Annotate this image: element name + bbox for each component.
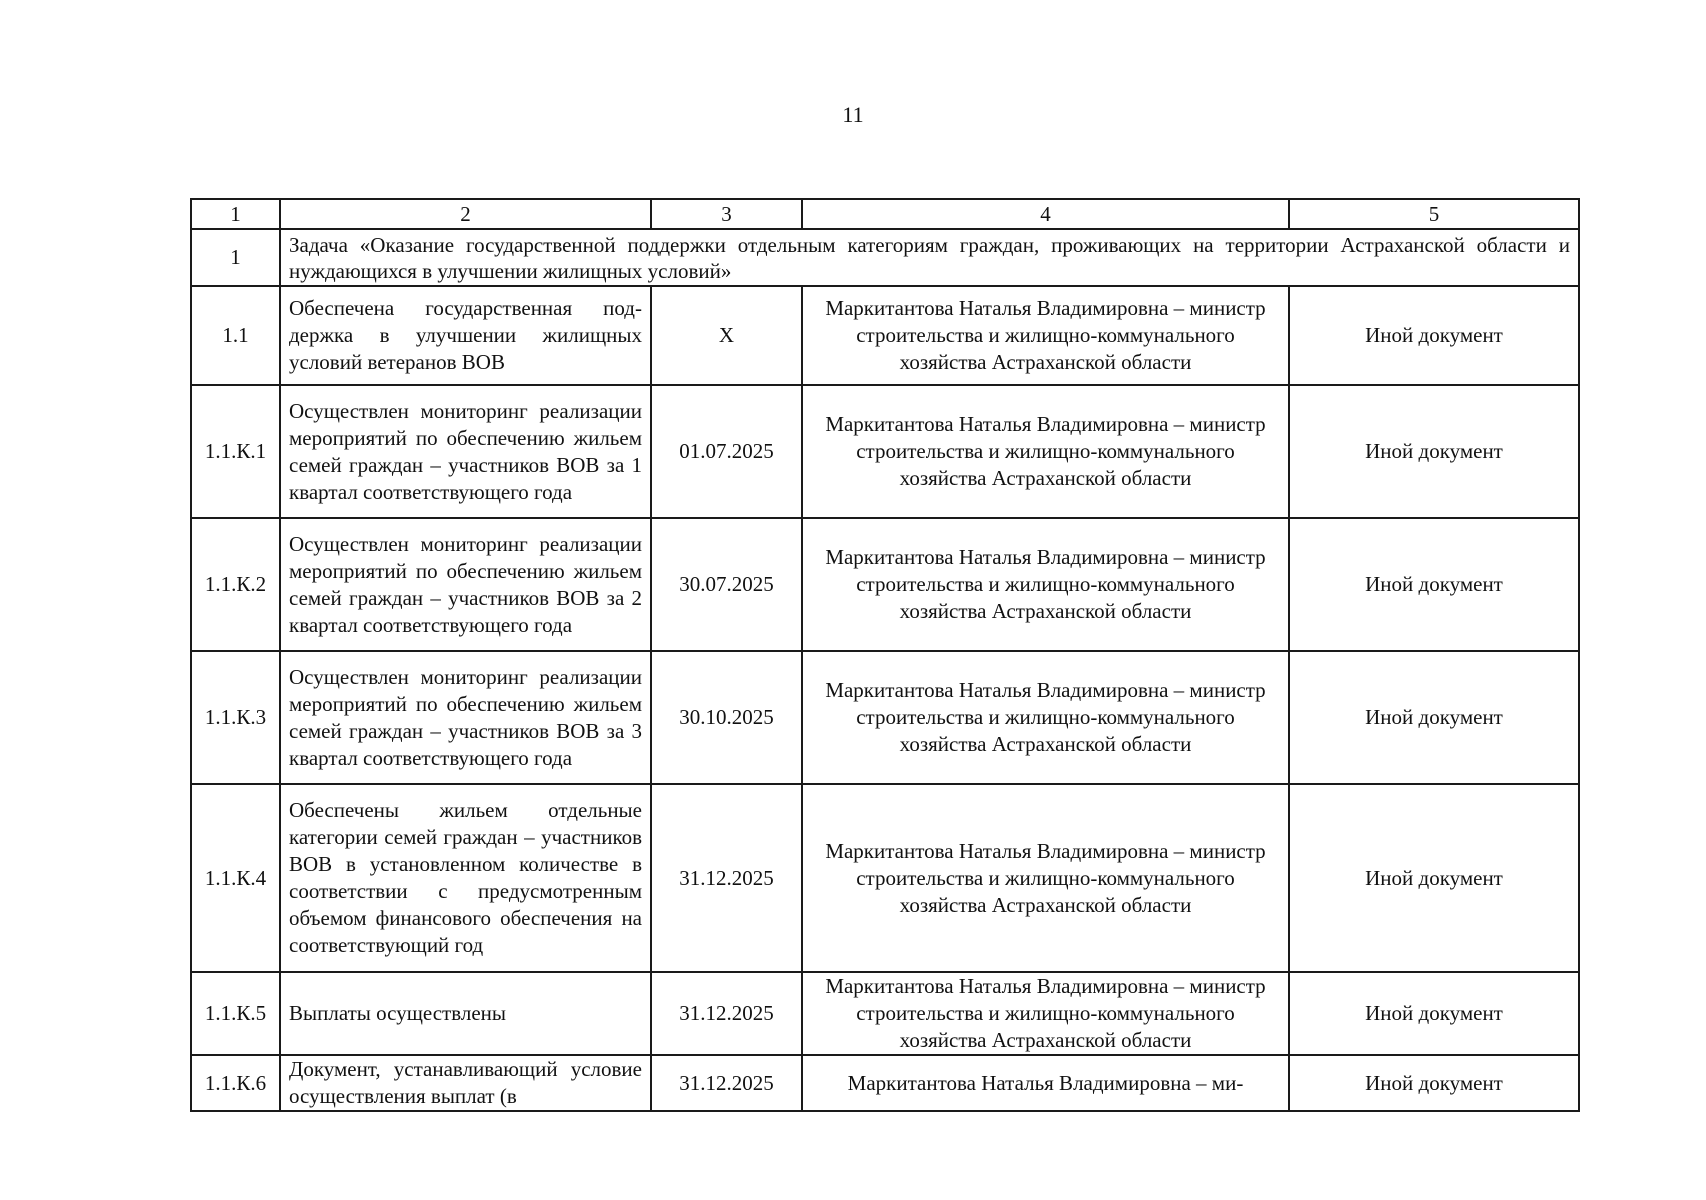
row-responsible: Маркитантова Наталья Владимировна – министр строительства и жилищно-коммунального хозяйства Астраханской области — [802, 385, 1289, 518]
row-document: Иной документ — [1289, 385, 1579, 518]
column-header: 5 — [1289, 199, 1579, 229]
row-document: Иной документ — [1289, 784, 1579, 972]
column-header: 4 — [802, 199, 1289, 229]
page-number: 11 — [842, 102, 864, 127]
row-number: 1.1 — [191, 286, 280, 385]
row-responsible: Маркитантова Наталья Владимировна – министр строительства и жилищно-коммунального хозяйства Астраханской области — [802, 518, 1289, 651]
row-number: 1.1.К.4 — [191, 784, 280, 972]
table-row — [191, 784, 1579, 972]
row-document: Иной документ — [1289, 651, 1579, 784]
row-document: Иной документ — [1289, 1055, 1579, 1111]
row-responsible: Маркитантова Наталья Владимировна – министр строительства и жилищно-коммунального хозяйства Астраханской области — [802, 651, 1289, 784]
row-number: 1.1.К.5 — [191, 972, 280, 1055]
row-document: Иной документ — [1289, 518, 1579, 651]
row-document: Иной документ — [1289, 972, 1579, 1055]
task-title: Задача «Оказание государственной поддержки отдельным категориям граждан, проживающих на территории Астраханской области и нуждающихся в улучшении жилищных условий» — [280, 229, 1579, 286]
row-date: 31.12.2025 — [651, 784, 802, 972]
row-date: 31.12.2025 — [651, 972, 802, 1055]
row-description: Документ, устанавливающий условие осуществления выплат (в — [280, 1055, 651, 1111]
plan-table — [190, 198, 1580, 1112]
table-row — [191, 286, 1579, 385]
row-number: 1.1.К.1 — [191, 385, 280, 518]
table-row — [191, 651, 1579, 784]
table-row — [191, 385, 1579, 518]
table-row — [191, 972, 1579, 1055]
column-header: 3 — [651, 199, 802, 229]
row-description: Осуществлен мониторинг реализации мероприятий по обеспечению жильем семей граждан – участников ВОВ за 2 квартал соответствующего года — [280, 518, 651, 651]
row-date: Х — [651, 286, 802, 385]
row-number: 1.1.К.3 — [191, 651, 280, 784]
row-responsible: Маркитантова Наталья Владимировна – ми- — [802, 1055, 1289, 1111]
row-description: Обеспечена государственная поддержка в улучшении жилищных условий ветеранов ВОВ — [280, 286, 651, 385]
row-date: 01.07.2025 — [651, 385, 802, 518]
row-description: Выплаты осуществлены — [280, 972, 651, 1055]
row-date: 30.10.2025 — [651, 651, 802, 784]
row-responsible: Маркитантова Наталья Владимировна – министр строительства и жилищно-коммунального хозяйства Астраханской области — [802, 784, 1289, 972]
row-date: 30.07.2025 — [651, 518, 802, 651]
row-responsible: Маркитантова Наталья Владимировна – министр строительства и жилищно-коммунального хозяйства Астраханской области — [802, 972, 1289, 1055]
table-row — [191, 1055, 1579, 1111]
row-description: Обеспечены жильем отдельные категории семей граждан – участников ВОВ в установленном количестве в соответствии с предусмотренным объемом финансового обеспечения на соответствующий год — [280, 784, 651, 972]
row-number: 1.1.К.2 — [191, 518, 280, 651]
row-number: 1.1.К.6 — [191, 1055, 280, 1111]
row-responsible: Маркитантова Наталья Владимировна – министр строительства и жилищно-коммунального хозяйства Астраханской области — [802, 286, 1289, 385]
task-row — [191, 229, 1579, 286]
row-description: Осуществлен мониторинг реализации мероприятий по обеспечению жильем семей граждан – участников ВОВ за 1 квартал соответствующего года — [280, 385, 651, 518]
row-document: Иной документ — [1289, 286, 1579, 385]
row-date: 31.12.2025 — [651, 1055, 802, 1111]
row-description: Осуществлен мониторинг реализации мероприятий по обеспечению жильем семей граждан – участников ВОВ за 3 квартал соответствующего года — [280, 651, 651, 784]
task-number: 1 — [191, 229, 280, 286]
column-header: 2 — [280, 199, 651, 229]
table-header-row — [191, 199, 1579, 229]
table-row — [191, 518, 1579, 651]
column-header: 1 — [191, 199, 280, 229]
